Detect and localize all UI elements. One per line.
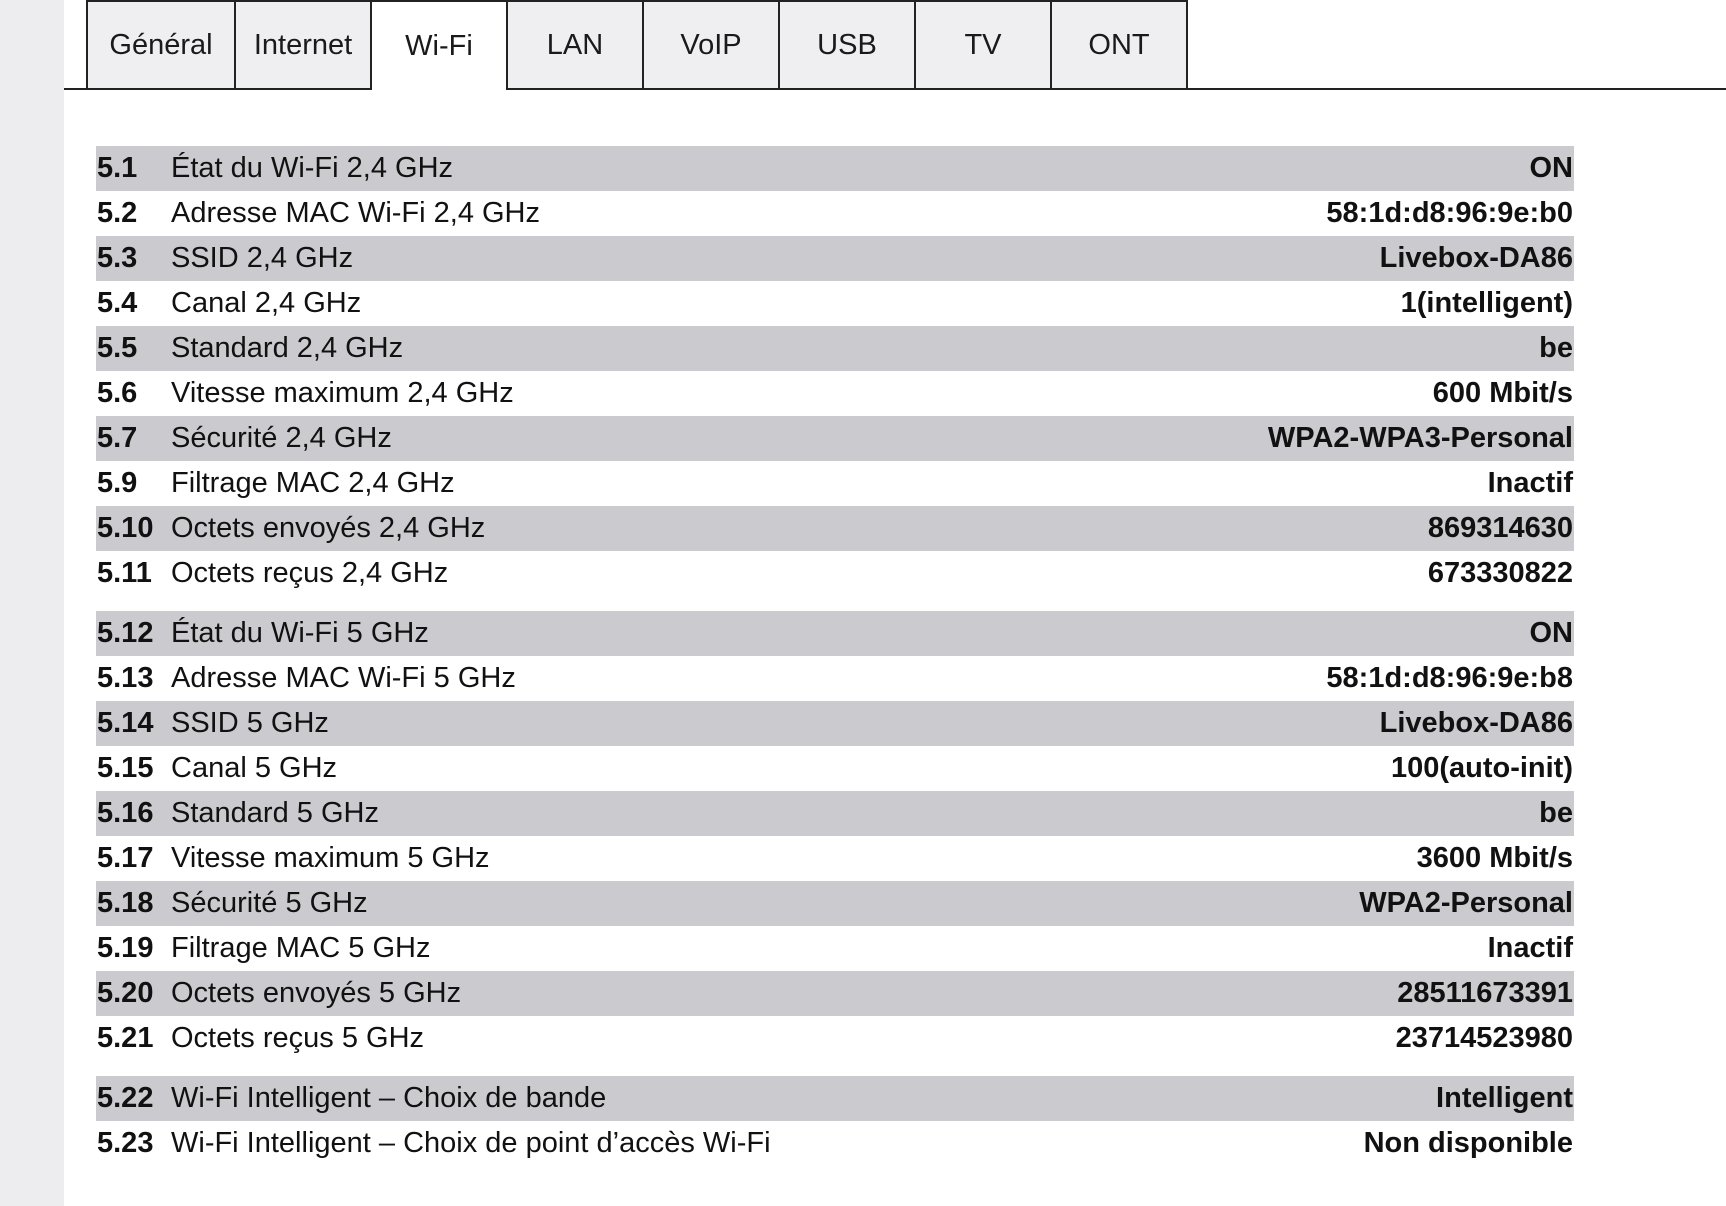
table-row <box>96 236 1574 281</box>
row-label: Octets envoyés 5 GHz <box>171 977 462 1009</box>
row-number: 5.22 <box>97 1082 154 1114</box>
row-number: 5.17 <box>97 842 154 874</box>
table-row <box>96 971 1574 1016</box>
row-group <box>96 611 1574 1061</box>
row-value: Livebox-DA86 <box>1379 707 1573 739</box>
row-group <box>96 146 1574 596</box>
row-value: Livebox-DA86 <box>1379 242 1573 274</box>
tab-lan[interactable]: LAN <box>506 0 644 88</box>
table-row <box>96 326 1574 371</box>
table-row <box>96 1076 1574 1121</box>
row-value: Intelligent <box>1436 1082 1573 1114</box>
table-row <box>96 1121 1574 1166</box>
row-label: Canal 5 GHz <box>171 752 338 784</box>
row-label: Filtrage MAC 2,4 GHz <box>171 467 455 499</box>
row-group <box>96 1076 1574 1166</box>
row-label: Filtrage MAC 5 GHz <box>171 932 431 964</box>
tab-list <box>86 0 1188 90</box>
row-number: 5.9 <box>97 467 138 499</box>
table-row <box>96 416 1574 461</box>
row-value: WPA2-WPA3-Personal <box>1267 422 1573 454</box>
row-label: SSID 5 GHz <box>171 707 329 739</box>
tab-bar <box>64 0 1726 90</box>
row-number: 5.5 <box>97 332 138 364</box>
row-value: ON <box>1529 152 1573 184</box>
row-label: Wi-Fi Intelligent – Choix de bande <box>171 1082 607 1114</box>
tab-internet[interactable]: Internet <box>234 0 372 88</box>
row-label: État du Wi-Fi 2,4 GHz <box>171 152 454 184</box>
row-label: Adresse MAC Wi-Fi 5 GHz <box>171 662 516 694</box>
row-value: 1(intelligent) <box>1400 287 1573 319</box>
row-value: 3600 Mbit/s <box>1416 842 1573 874</box>
row-number: 5.1 <box>97 152 138 184</box>
tab-tv[interactable]: TV <box>914 0 1052 88</box>
row-value: 28511673391 <box>1397 977 1573 1009</box>
tab-voip[interactable]: VoIP <box>642 0 780 88</box>
row-label: SSID 2,4 GHz <box>171 242 354 274</box>
table-row <box>96 506 1574 551</box>
table-row <box>96 191 1574 236</box>
row-number: 5.2 <box>97 197 138 229</box>
row-number: 5.14 <box>97 707 154 739</box>
tab-ont[interactable]: ONT <box>1050 0 1188 88</box>
row-label: Octets reçus 5 GHz <box>171 1022 425 1054</box>
row-number: 5.12 <box>97 617 154 649</box>
row-value: 58:1d:d8:96:9e:b0 <box>1326 197 1573 229</box>
table-row <box>96 1016 1574 1061</box>
row-number: 5.21 <box>97 1022 154 1054</box>
table-row <box>96 881 1574 926</box>
row-value: 600 Mbit/s <box>1432 377 1573 409</box>
table-row <box>96 926 1574 971</box>
row-number: 5.13 <box>97 662 154 694</box>
row-number: 5.7 <box>97 422 138 454</box>
row-value: Inactif <box>1487 932 1573 964</box>
row-label: Standard 5 GHz <box>171 797 379 829</box>
row-value: 100(auto-init) <box>1390 752 1573 784</box>
row-label: Wi-Fi Intelligent – Choix de point d’accès Wi-Fi <box>171 1127 771 1159</box>
row-number: 5.6 <box>97 377 138 409</box>
row-value: Inactif <box>1487 467 1573 499</box>
page-content <box>64 0 1726 1206</box>
row-number: 5.10 <box>97 512 154 544</box>
row-label: Vitesse maximum 5 GHz <box>171 842 490 874</box>
table-row <box>96 611 1574 656</box>
left-gutter <box>0 0 64 1206</box>
tab-wifi[interactable]: Wi-Fi <box>370 0 508 90</box>
row-label: Adresse MAC Wi-Fi 2,4 GHz <box>171 197 540 229</box>
row-value: WPA2-Personal <box>1359 887 1573 919</box>
table-row <box>96 701 1574 746</box>
row-value: 869314630 <box>1427 512 1573 544</box>
row-label: Sécurité 2,4 GHz <box>171 422 392 454</box>
table-row <box>96 146 1574 191</box>
row-number: 5.20 <box>97 977 154 1009</box>
row-number: 5.15 <box>97 752 154 784</box>
row-number: 5.16 <box>97 797 154 829</box>
wifi-info-table <box>96 146 1574 1181</box>
table-row <box>96 791 1574 836</box>
row-label: Vitesse maximum 2,4 GHz <box>171 377 514 409</box>
table-row <box>96 746 1574 791</box>
row-value: 58:1d:d8:96:9e:b8 <box>1326 662 1573 694</box>
row-value: 673330822 <box>1427 557 1573 589</box>
row-label: Octets reçus 2,4 GHz <box>171 557 449 589</box>
row-number: 5.18 <box>97 887 154 919</box>
row-number: 5.23 <box>97 1127 154 1159</box>
table-row <box>96 551 1574 596</box>
row-value: be <box>1539 332 1573 364</box>
row-value: 23714523980 <box>1395 1022 1573 1054</box>
row-label: Sécurité 5 GHz <box>171 887 368 919</box>
row-number: 5.3 <box>97 242 138 274</box>
row-value: Non disponible <box>1363 1127 1573 1159</box>
row-label: Standard 2,4 GHz <box>171 332 404 364</box>
row-number: 5.11 <box>97 557 152 589</box>
row-label: État du Wi-Fi 5 GHz <box>171 617 429 649</box>
row-number: 5.4 <box>97 287 138 319</box>
row-value: ON <box>1529 617 1573 649</box>
row-number: 5.19 <box>97 932 154 964</box>
row-value: be <box>1539 797 1573 829</box>
table-row <box>96 836 1574 881</box>
table-row <box>96 656 1574 701</box>
tab-general[interactable]: Général <box>86 0 236 88</box>
table-row <box>96 371 1574 416</box>
row-label: Octets envoyés 2,4 GHz <box>171 512 486 544</box>
row-label: Canal 2,4 GHz <box>171 287 362 319</box>
tab-usb[interactable]: USB <box>778 0 916 88</box>
table-row <box>96 461 1574 506</box>
table-row <box>96 281 1574 326</box>
